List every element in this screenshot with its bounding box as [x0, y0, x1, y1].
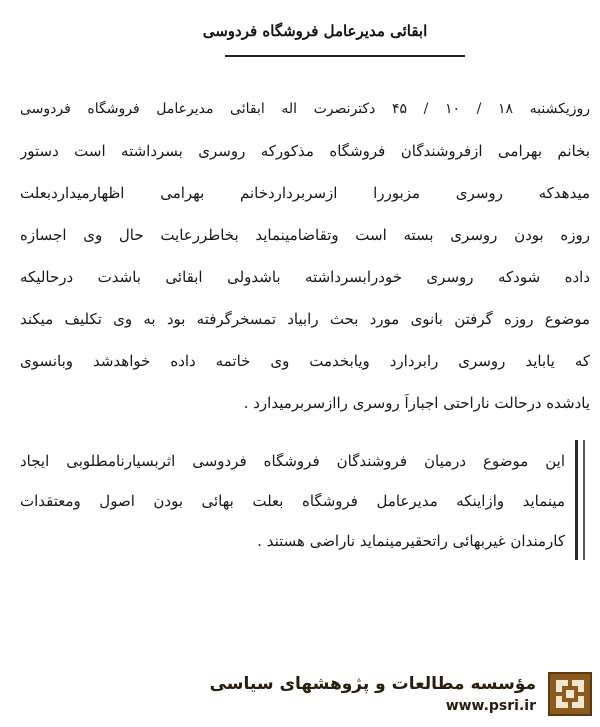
footer-url: www.psri.ir: [445, 698, 536, 714]
paragraph-line: کارمندان غیربهائی راتحقیرمینماید ناراضی هستند .: [257, 532, 565, 550]
paragraph-line: این موضوع درمیان فروشندگان فروشگاه فردوسی اثربسیارنامطلوبی ایجاد: [20, 452, 565, 470]
title-underline: [225, 55, 465, 57]
paragraph-line: میدهدکه روسری مزبوررا ازسربرداردخانم بهرامی اظهارمیداردبعلت: [20, 184, 590, 202]
paragraph-line: روزیکشنبه ۱۸ / ۱۰ / ۴۵ دکترنصرت اله ابقائی مدیرعامل فروشگاه فردوسی: [20, 101, 590, 117]
paragraph-line: موضوع روزه گرفتن بانوی مورد بحث رابیاد تمسخرگرفته بود به وی تکلیف میکند: [20, 310, 590, 328]
footer-organization: مؤسسه مطالعات و پژوهشهای سیاسی: [209, 674, 536, 694]
paragraph-line: یادشده درحالت ناراحتی اجباراً روسری راازسربرمیدارد .: [243, 394, 590, 412]
paragraph-line: که یاباید روسری رابردارد ویابخدمت وی خاتمه داده خواهدشد وبانسوی: [20, 352, 590, 370]
paragraph-line: داده شودکه روسری خودرابسرداشته باشدولی ابقائی باشدت درحالیکه: [20, 268, 590, 286]
margin-mark: [583, 440, 585, 560]
paragraph-1: [20, 100, 590, 436]
psri-logo-icon: [548, 672, 592, 716]
margin-mark: [575, 440, 578, 560]
paragraph-line: بخانم بهرامی ازفروشندگان فروشگاه مذکورکه روسری بسرداشته است دستور: [20, 142, 590, 160]
paragraph-line: مینماید وازاینکه مدیرعامل فروشگاه بعلت بهائی بودن اصول ومعتقدات: [20, 492, 565, 510]
paragraph-line: روزه بودن روسری بسته است وتقاضامینماید بخاطررعایت حال وی اجسازه: [20, 226, 590, 244]
paragraph-2: [20, 452, 565, 572]
document-title: ابقائی مدیرعامل فروشگاه فردوسی: [202, 22, 428, 40]
